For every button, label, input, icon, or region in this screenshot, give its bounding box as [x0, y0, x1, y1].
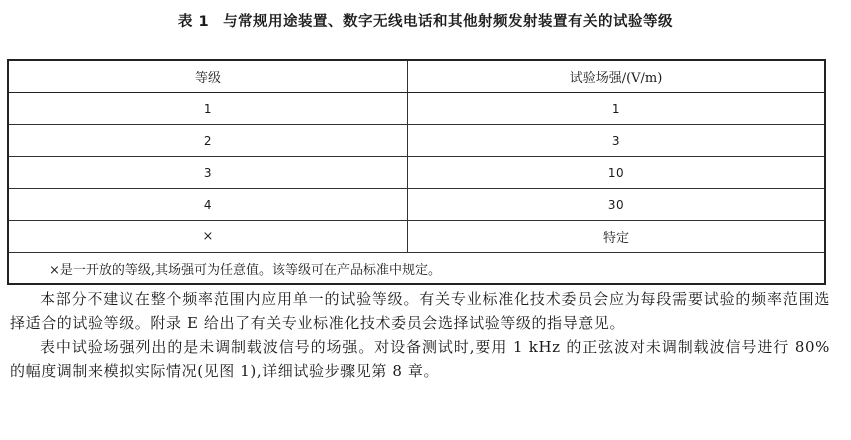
table-title: [0, 12, 851, 32]
body-text: [10, 287, 830, 383]
level-cell: 3: [8, 157, 408, 189]
column-header-level: 等级: [8, 60, 408, 93]
table-row: [8, 125, 825, 157]
table-number: 表 1: [177, 14, 210, 30]
table-title-text: 与常规用途装置、数字无线电话和其他射频发射装置有关的试验等级: [223, 14, 674, 30]
paragraph-modulation: 表中试验场强列出的是未调制载波信号的场强。对设备测试时,要用 1 kHz 的正弦波对未调制载波信号进行 80% 的幅度调制来模拟实际情况(见图 1),详细试验步骤见第 8 章。: [10, 338, 830, 380]
field-strength-cell: 10: [408, 157, 826, 189]
paragraph-test-level-guidance: 本部分不建议在整个频率范围内应用单一的试验等级。有关专业标准化技术委员会应为每段需要试验的频率范围选择适合的试验等级。附录 E 给出了有关专业标准化技术委员会选择试验等级的指导意见。: [10, 290, 830, 332]
test-levels-table: [7, 59, 826, 285]
field-strength-cell: 3: [408, 125, 826, 157]
field-strength-cell: 30: [408, 189, 826, 221]
level-cell: 4: [8, 189, 408, 221]
field-strength-cell: 特定: [408, 221, 826, 253]
table-note-row: [8, 253, 825, 285]
table-row: [8, 157, 825, 189]
table-note: ×是一开放的等级,其场强可为任意值。该等级可在产品标准中规定。: [8, 253, 825, 285]
table-row: [8, 221, 825, 253]
level-cell: ×: [8, 221, 408, 253]
field-strength-cell: 1: [408, 93, 826, 125]
column-header-field-strength: 试验场强/(V/m): [408, 60, 826, 93]
table-row: [8, 189, 825, 221]
level-cell: 2: [8, 125, 408, 157]
level-cell: 1: [8, 93, 408, 125]
table-header-row: [8, 60, 825, 93]
table-row: [8, 93, 825, 125]
